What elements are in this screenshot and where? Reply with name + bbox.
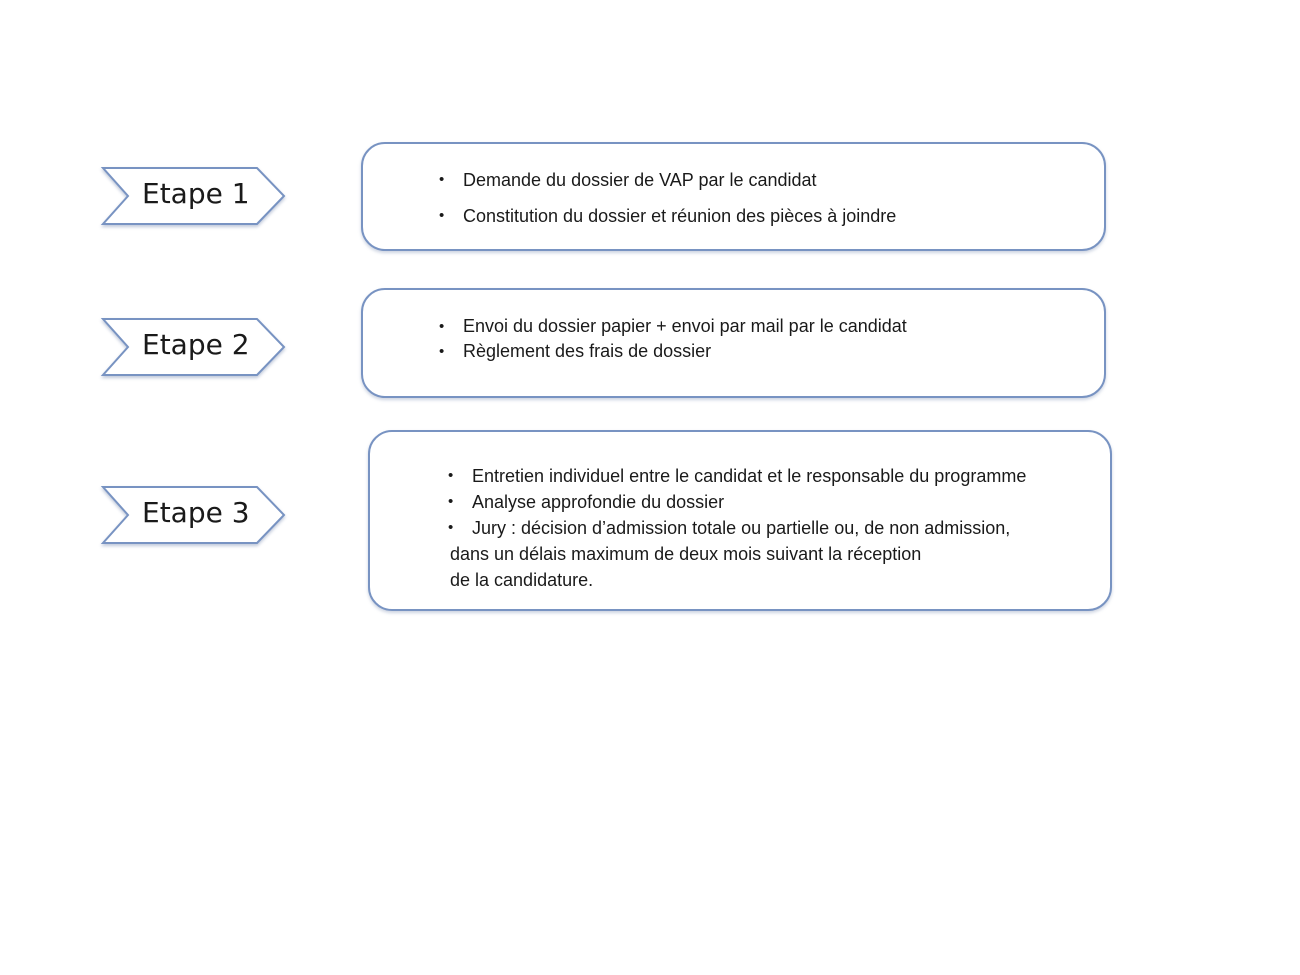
list-item: • Constitution du dossier et réunion des pièces à joindre (439, 204, 896, 228)
step-2-arrow (100, 316, 290, 378)
list-item-continuation: de la candidature. (450, 570, 594, 590)
step-3-box (368, 430, 1112, 611)
step-3-arrow (100, 484, 290, 546)
step-2-list (439, 314, 907, 364)
step-1-box (361, 142, 1106, 251)
list-item-continuation: dans un délais maximum de deux mois suivant la réception (450, 544, 922, 564)
step-1-arrow (100, 165, 290, 227)
list-item: • Jury : décision d’admission totale ou partielle ou, de non admission, (448, 515, 1026, 541)
list-item: • Analyse approfondie du dossier (448, 489, 1026, 515)
list-item: • Demande du dossier de VAP par le candidat (439, 168, 896, 192)
step-2-box (361, 288, 1106, 398)
step-3-label: Etape 3 (142, 496, 250, 529)
step-1-label: Etape 1 (142, 177, 250, 210)
list-item: • Envoi du dossier papier + envoi par mail par le candidat (439, 314, 907, 339)
step-1-list (439, 168, 896, 240)
step-2-label: Etape 2 (142, 328, 250, 361)
list-item: • Règlement des frais de dossier (439, 339, 907, 364)
list-item: • Entretien individuel entre le candidat et le responsable du programme (448, 463, 1026, 489)
step-3-list (448, 463, 1026, 541)
